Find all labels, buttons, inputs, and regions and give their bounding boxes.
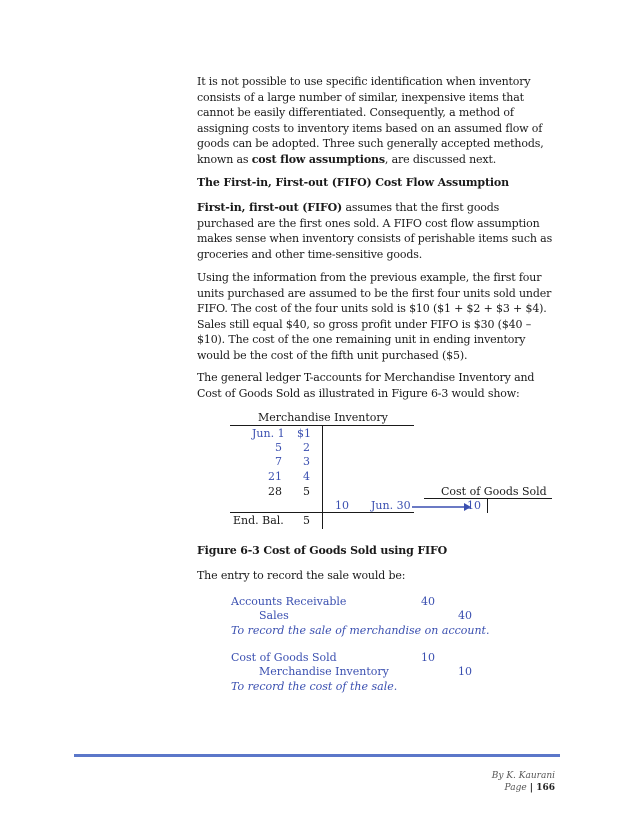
journal-credit-account: Merchandise Inventory — [259, 665, 389, 678]
page-number: 166 — [536, 783, 555, 793]
figure-caption: Figure 6-3 Cost of Goods Sold using FIFO — [197, 544, 448, 557]
journal-debit-amount: 10 — [421, 651, 435, 664]
paragraph-example: Using the information from the previous example, the first four units purchased are assumed to be the first four units sold under FIFO. The cost of the four units sold is $10 ($1 + $2 + $3 + $4). Sales still equal $40, so gross profit under FIFO is $30 ($40 – $10). The cost of the one remaining unit in ending inventory would be the cost of the fifth unit purchased ($5). — [197, 271, 552, 362]
paragraph-intro-text: It is not possible to use specific identification when inventory consists of a large number of similar, inexpensive items that cannot be easily differentiated. Consequently, a method of assigning costs to inventory items based on an assumed flow of goods can be adopted. Three such generally accepted methods, known as — [197, 75, 544, 166]
paragraph-taccounts-intro: The general ledger T-accounts for Merchandise Inventory and Cost of Goods Sold as illustrated in Figure 6-3 would show: — [197, 371, 535, 400]
footer-rule — [74, 754, 560, 757]
t-row-amount: 4 — [303, 470, 310, 483]
term-cost-flow-assumptions: cost flow assumptions — [251, 152, 385, 166]
paragraph-fifo-text: assumes that the first goods purchased are the first ones sold. A FIFO cost flow assumption makes sense when inventory consists of perishable items such as groceries and other time-sensitive goods. — [197, 201, 553, 261]
footer-page — [505, 783, 555, 793]
t-account-title: Merchandise Inventory — [258, 411, 388, 424]
footer-page-separator: | — [526, 783, 537, 793]
term-fifo: First-in, first-out (FIFO) — [197, 201, 343, 214]
t-row-label: 5 — [275, 441, 282, 454]
journal-credit-amount: 10 — [458, 665, 472, 678]
t-row-amount: 5 — [303, 485, 310, 498]
t-credit-amount: 10 — [335, 499, 349, 512]
transfer-arrow-icon — [410, 500, 472, 514]
footer-page-label: Page — [504, 783, 527, 793]
entry-intro: The entry to record the sale would be: — [197, 569, 406, 582]
journal-memo: To record the cost of the sale. — [231, 680, 398, 693]
t-row-amount: 2 — [303, 441, 310, 454]
t-row-label: Jun. 1 — [252, 427, 285, 440]
journal-debit-account: Cost of Goods Sold — [231, 651, 337, 664]
journal-credit-account: Sales — [259, 609, 289, 622]
t-row-label: 28 — [268, 485, 282, 498]
t-end-balance-label: End. Bal. — [233, 514, 284, 527]
section-heading: The First-in, First-out (FIFO) Cost Flow Assumption — [197, 176, 509, 189]
cogs-title: Cost of Goods Sold — [441, 485, 547, 498]
paragraph-intro — [197, 74, 553, 167]
journal-debit-account: Accounts Receivable — [231, 595, 347, 608]
cogs-debit-amount: 10 — [467, 499, 481, 512]
journal-debit-amount: 40 — [421, 595, 435, 608]
t-end-balance-amount: 5 — [303, 514, 310, 527]
t-row-amount: $1 — [297, 427, 311, 440]
footer-author: By K. Kaurani — [491, 771, 555, 781]
cogs-center-rule — [487, 498, 488, 513]
t-account-balance-rule — [230, 512, 414, 513]
t-row-label: 7 — [275, 455, 282, 468]
journal-memo: To record the sale of merchandise on account. — [231, 624, 490, 637]
paragraph-intro-end: , are discussed next. — [384, 152, 497, 166]
t-row-amount: 3 — [303, 455, 310, 468]
t-row-label: 21 — [268, 470, 282, 483]
paragraph-fifo-definition — [197, 200, 553, 262]
t-account-center-rule — [322, 425, 323, 529]
cogs-top-rule — [424, 498, 552, 499]
journal-credit-amount: 40 — [458, 609, 472, 622]
t-credit-date: Jun. 30 — [371, 499, 411, 512]
